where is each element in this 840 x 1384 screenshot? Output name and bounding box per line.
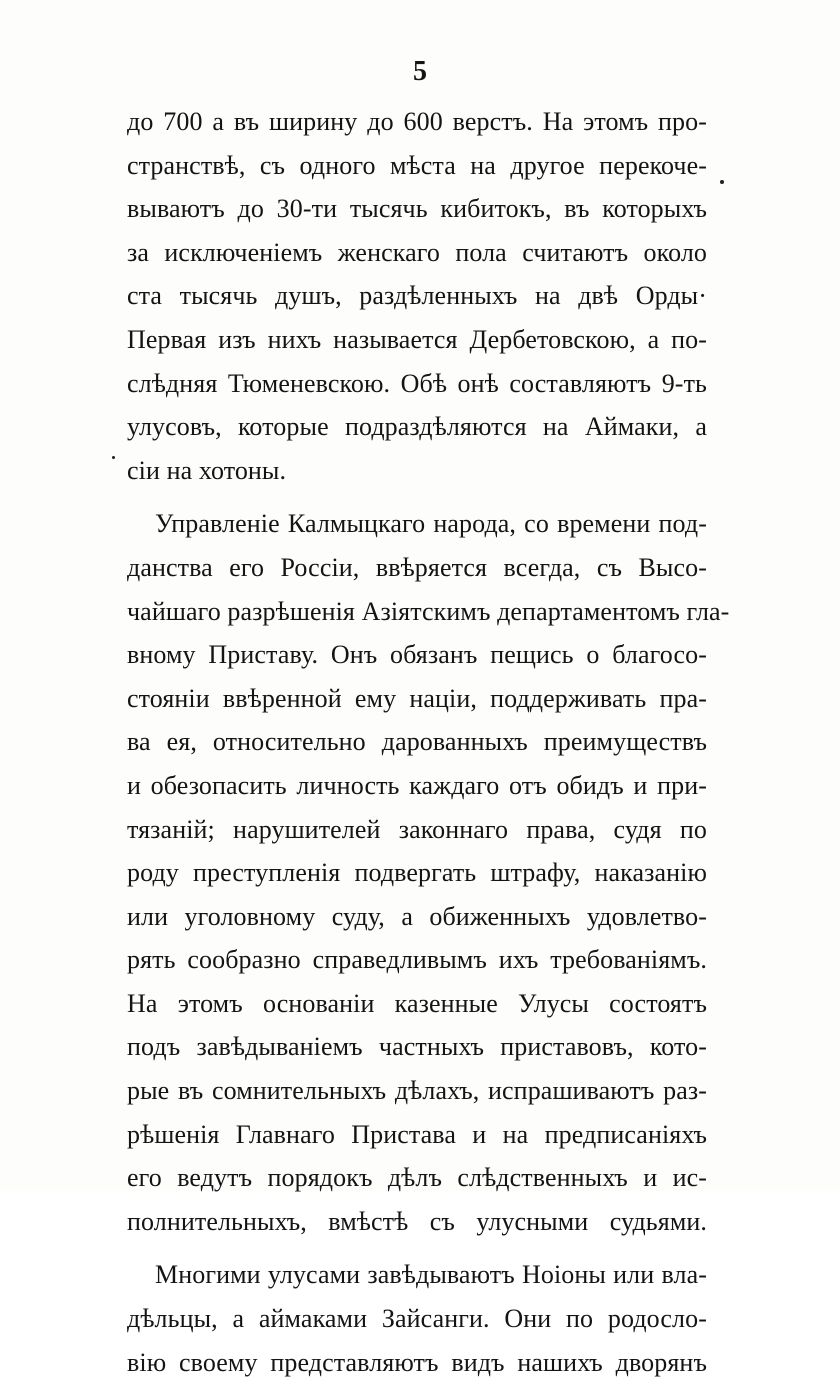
text-line: сіи на хотоны. — [127, 455, 287, 485]
text-line: На этомъ основаніи казенные Улусы состоятъ — [127, 988, 707, 1018]
text-line: странствѣ, съ одного мѣста на другое перекоче- — [127, 150, 707, 180]
text-line: вному Приставу. Онъ обязанъ пещись о благосо- — [127, 640, 707, 670]
text-line: дѣльцы, а аймаками Зайсанги. Они по родосло- — [127, 1304, 707, 1334]
text-line: данства его Россіи, ввѣряется всегда, съ Высо- — [127, 552, 707, 582]
text-line: до 700 а въ ширину до 600 верстъ. На этомъ про- — [127, 107, 707, 136]
text-line: слѣдняя Тюменевскою. Обѣ онѣ составляютъ 9-ть — [127, 368, 707, 398]
text-line: роду преступленія подвергать штрафу, наказанію — [127, 858, 707, 888]
text-line: ста тысячь душъ, раздѣленныхъ на двѣ Орды· — [127, 281, 707, 311]
paragraph-gap — [127, 492, 707, 502]
text-line: его ведутъ порядокъ дѣлъ слѣдственныхъ и ис- — [127, 1163, 707, 1193]
paragraph — [127, 100, 707, 492]
text-line: рые въ сомнительныхъ дѣлахъ, испрашиваютъ раз- — [127, 1076, 707, 1106]
text-line: Многими улусами завѣдываютъ Ноіоны или вла- — [155, 1260, 707, 1290]
text-line: Управленіе Калмыцкаго народа, со времени под- — [155, 509, 707, 539]
paragraph-gap — [127, 1243, 707, 1253]
text-line: Первая изъ нихъ называется Дербетовскою, а по- — [127, 324, 707, 354]
text-line: полнительныхъ, вмѣстѣ съ улусными судьями. — [127, 1206, 707, 1236]
paragraph — [127, 502, 730, 1243]
text-line: чайшаго разрѣшенія Азіятскимъ департаментомъ гла- — [127, 596, 730, 626]
body-text — [127, 100, 730, 1384]
text-line: вываютъ до 30-ти тысячь кибитокъ, въ которыхъ — [127, 194, 707, 224]
text-line: или уголовному суду, а обиженныхъ удовлетво- — [127, 901, 707, 931]
ink-speck — [112, 456, 115, 459]
text-line: ва ея, относительно дарованныхъ преимуществъ — [127, 727, 707, 757]
page-number: 5 — [413, 56, 427, 87]
text-line: вію своему представляютъ видъ нашихъ дворянъ — [127, 1347, 707, 1377]
text-line: и обезопасить личность каждаго отъ обидъ и при- — [127, 770, 707, 800]
text-line: за исключеніемъ женскаго пола считаютъ около — [127, 237, 707, 267]
text-line: рять сообразно справедливымъ ихъ требованіямъ. — [127, 945, 707, 975]
paragraph — [127, 1253, 707, 1384]
ink-speck — [720, 180, 724, 184]
text-line: подъ завѣдываніемъ частныхъ приставовъ, кото- — [127, 1032, 707, 1062]
text-line: стояніи ввѣренной ему націи, поддерживать пра- — [127, 683, 707, 713]
text-line: тязаній; нарушителей законнаго права, судя по — [127, 814, 707, 844]
text-line: рѣшенія Главнаго Пристава и на предписаніяхъ — [127, 1119, 707, 1149]
text-line: улусовъ, которые подраздѣляются на Аймаки, а — [127, 412, 707, 442]
